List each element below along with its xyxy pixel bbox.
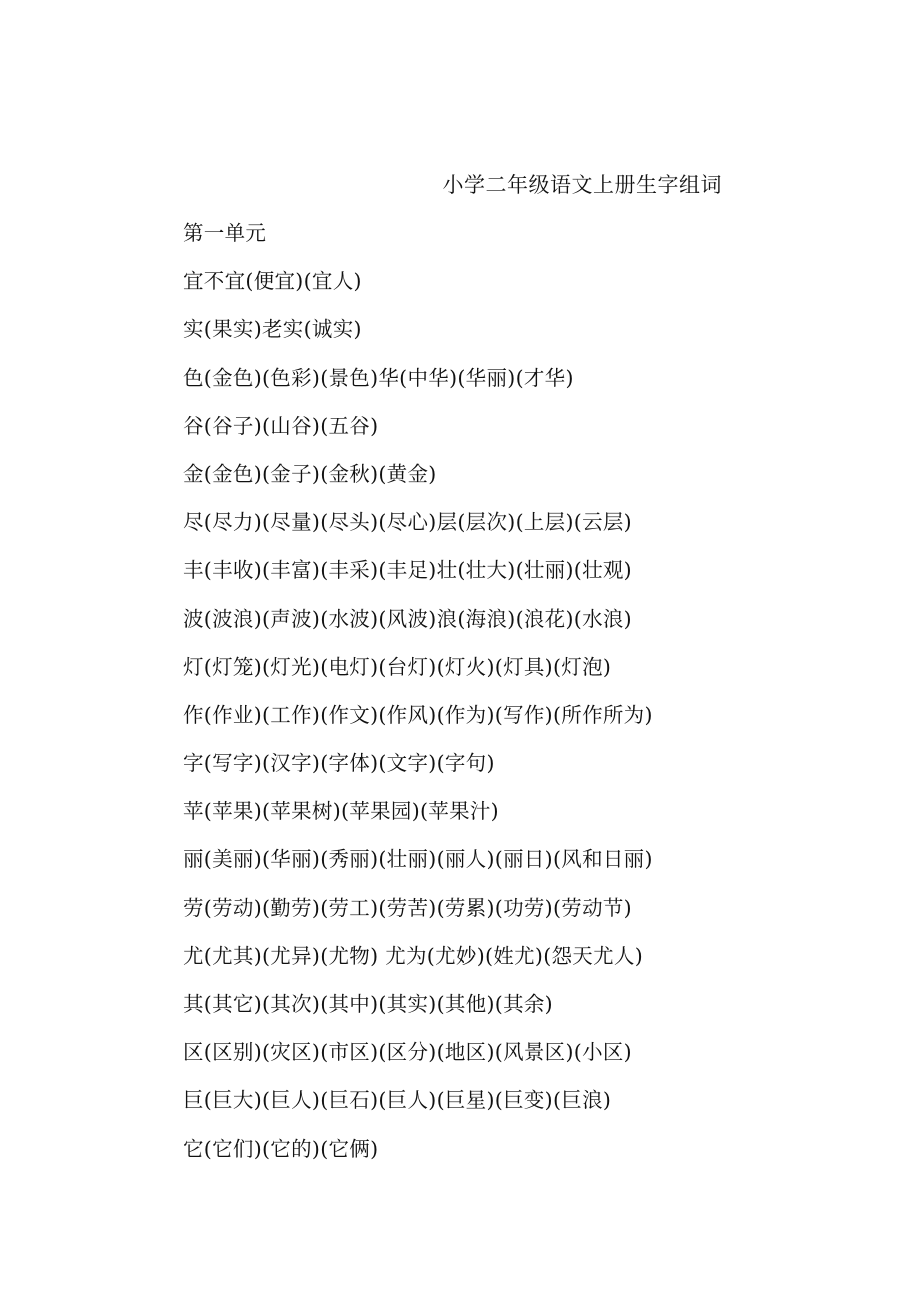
word-line: 丽(美丽)(华丽)(秀丽)(壮丽)(丽人)(丽日)(风和日丽) (183, 847, 653, 872)
word-line: 尽(尽力)(尽量)(尽头)(尽心)层(层次)(上层)(云层) (183, 510, 632, 535)
word-line: 劳(劳动)(勤劳)(劳工)(劳苦)(劳累)(功劳)(劳动节) (183, 895, 632, 920)
word-line: 波(波浪)(声波)(水波)(风波)浪(海浪)(浪花)(水浪) (183, 606, 632, 631)
word-line: 宜不宜(便宜)(宜人) (183, 269, 362, 294)
word-line: 苹(苹果)(苹果树)(苹果园)(苹果汁) (183, 799, 499, 824)
word-line: 其(其它)(其次)(其中)(其实)(其他)(其余) (183, 992, 553, 1016)
word-line: 色(金色)(色彩)(景色)华(中华)(华丽)(才华) (183, 365, 574, 390)
word-line: 区(区别)(灾区)(市区)(区分)(地区)(风景区)(小区) (183, 1040, 632, 1065)
word-line: 灯(灯笼)(灯光)(电灯)(台灯)(灯火)(灯具)(灯泡) (183, 654, 612, 679)
word-line: 作(作业)(工作)(作文)(作风)(作为)(写作)(所作所为) (183, 702, 653, 727)
word-line: 尤(尤其)(尤异)(尤物) 尤为(尤妙)(姓尤)(怨天尤人) (183, 943, 643, 968)
word-line: 它(它们)(它的)(它俩) (183, 1136, 379, 1161)
word-line: 字(写字)(汉字)(字体)(文字)(字句) (183, 751, 495, 776)
word-line: 谷(谷子)(山谷)(五谷) (183, 413, 379, 438)
section-heading: 第一单元 (183, 221, 267, 245)
word-line: 巨(巨大)(巨人)(巨石)(巨人)(巨星)(巨变)(巨浪) (183, 1088, 612, 1113)
word-line: 金(金色)(金子)(金秋)(黄金) (183, 461, 437, 486)
word-line: 实(果实)老实(诚实) (183, 317, 362, 342)
document-title: 小学二年级语文上册生字组词 (442, 173, 722, 197)
document-body (183, 218, 803, 1182)
word-line: 丰(丰收)(丰富)(丰采)(丰足)壮(壮大)(壮丽)(壮观) (183, 558, 632, 583)
